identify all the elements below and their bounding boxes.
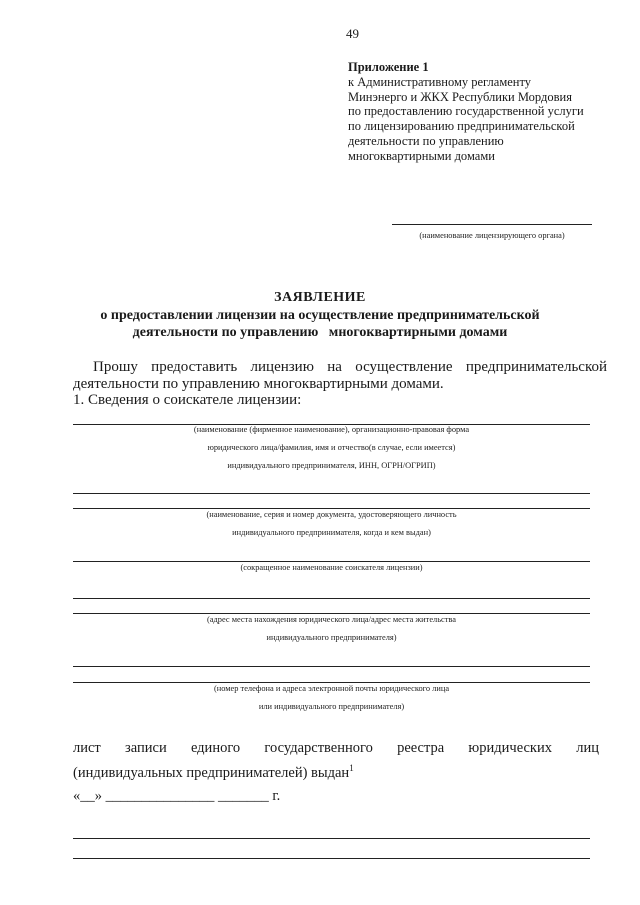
section-1-heading: 1. Сведения о соискателе лицензии: xyxy=(73,392,302,408)
authority-input-line[interactable] xyxy=(392,224,592,225)
request-line1: Прошу предоставить лицензию на осуществление предпринимательской xyxy=(93,359,607,375)
notes-input-line[interactable] xyxy=(73,858,590,859)
caption-line: (наименование (фирменное наименование), организационно-правовая форма xyxy=(193,425,470,434)
appendix-line: к Административному регламенту xyxy=(348,74,532,89)
address-continuation-line[interactable] xyxy=(73,666,590,667)
contacts-caption xyxy=(73,680,590,716)
appendix-line: Минэнерго и ЖКХ Республики Мордовия xyxy=(348,89,572,104)
notes-input-line[interactable] xyxy=(73,838,590,839)
register-line1: лист записи единого государственного реестра юридических лиц xyxy=(73,740,599,756)
appendix-line: многоквартирными домами xyxy=(348,148,495,163)
document-title: ЗАЯВЛЕНИЕ xyxy=(274,290,366,305)
page-number: 49 xyxy=(346,26,359,41)
address-caption xyxy=(73,611,590,647)
register-paragraph xyxy=(73,738,599,783)
caption-line: (сокращенное наименование соискателя лицензии) xyxy=(240,563,423,572)
request-line2: деятельности по управлению многоквартирными домами. xyxy=(73,376,444,392)
authority-caption: (наименование лицензирующего органа) xyxy=(419,231,565,240)
short-name-caption xyxy=(73,559,590,577)
request-paragraph xyxy=(73,359,607,376)
register-line2-wrap xyxy=(73,758,599,783)
document-subtitle-line2: деятельности по управлению многоквартирными домами xyxy=(132,325,508,340)
applicant-name-continuation-line[interactable] xyxy=(73,493,590,494)
appendix-block xyxy=(348,60,584,164)
caption-line: юридического лица/фамилия, имя и отчество(в случае, если имеется) xyxy=(207,443,456,452)
appendix-line: по предоставлению государственной услуги xyxy=(348,104,584,119)
identity-document-caption xyxy=(73,506,590,542)
appendix-line: по лицензированию предпринимательской xyxy=(348,119,575,134)
register-line2: (индивидуальных предпринимателей) выдан xyxy=(73,765,350,781)
short-name-continuation-line[interactable] xyxy=(73,598,590,599)
issue-date-field[interactable]: «__» _______________ _______ г. xyxy=(73,788,281,804)
footnote-marker: 1 xyxy=(349,763,354,773)
caption-line: (номер телефона и адреса электронной почты юридического лица xyxy=(213,684,450,693)
caption-line: индивидуального предпринимателя, ИНН, ОГРН/ОГРИП) xyxy=(227,461,436,470)
document-subtitle-line1: о предоставлении лицензии на осуществление предпринимательской xyxy=(100,308,540,323)
caption-line: или индивидуального предпринимателя) xyxy=(258,702,405,711)
caption-line: (наименование, серия и номер документа, удостоверяющего личность xyxy=(206,510,457,519)
appendix-line: деятельности по управлению xyxy=(348,133,504,148)
applicant-name-caption xyxy=(73,421,590,475)
caption-line: (адрес места нахождения юридического лица/адрес места жительства xyxy=(207,615,456,624)
appendix-title: Приложение 1 xyxy=(348,60,429,74)
caption-line: индивидуального предпринимателя, когда и кем выдан) xyxy=(232,528,431,537)
caption-line: индивидуального предпринимателя) xyxy=(266,633,397,642)
